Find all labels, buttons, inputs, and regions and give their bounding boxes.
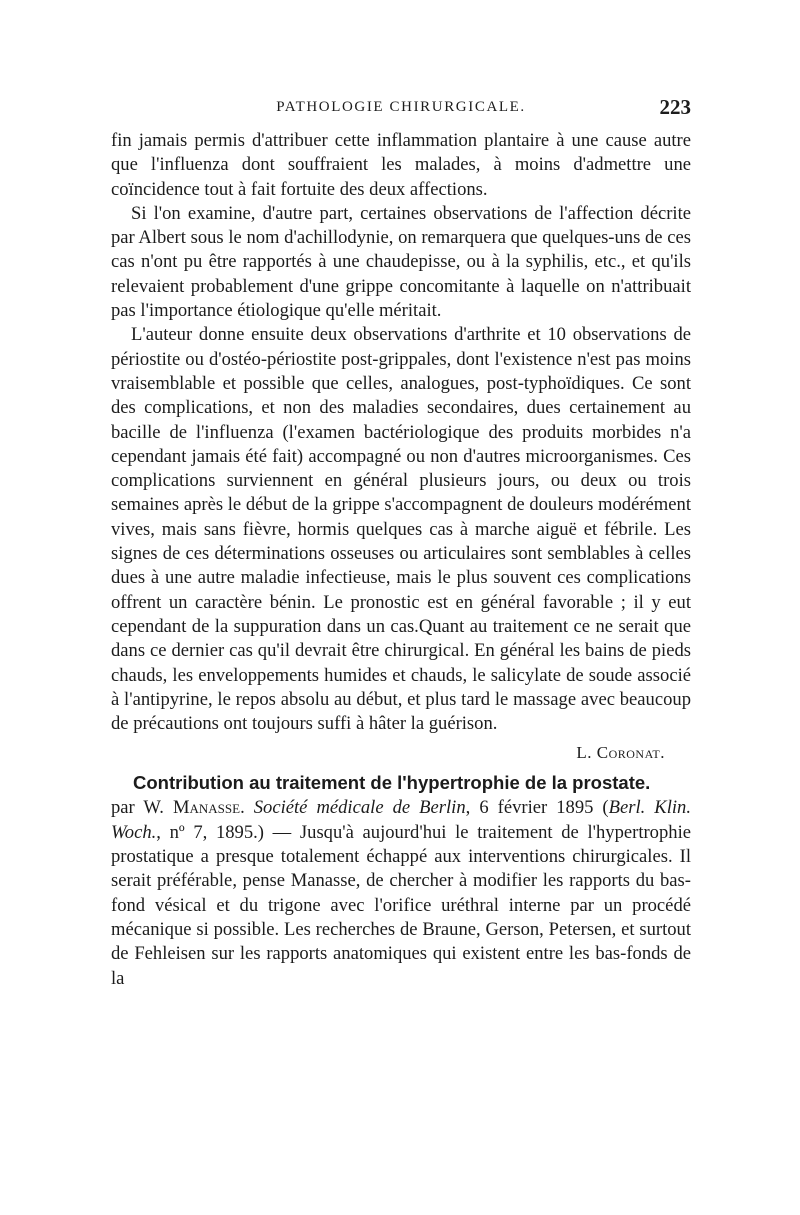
paragraph-1: fin jamais permis d'attribuer cette inflammation plantaire à une cause autre que l'influenza dont souffraient les malades, à moins d'admettre une coïncidence tout à fait fortuite des deux affections. — [111, 130, 691, 200]
paragraph-3: L'auteur donne ensuite deux observations d'arthrite et 10 observations de périostite ou d'ostéo-périostite post-grippales, dont l'existence n'est pas moins vraisemblable et possible que celles, analogues, post-typhoïdiques. Ce sont des complications, et non des maladies secondaires, dues certainement au bacille de l'influenza (l'examen bactériologique des produits morbides n'a cependant jamais été fait) accompagné ou non d'autres microorganismes. Ces complications surviennent en général plusieurs jours, ou deux ou trois semaines après le début de la grippe s'accompagnent de douleurs modérément vives, mais sans fièvre, hormis quelques cas à marche aiguë et fébrile. Les signes de ces déterminations osseuses ou articulaires sont semblables à celles dues à une autre maladie infectieuse, mais le plus souvent ces complications offrent un caractère bénin. Le pronostic est en général favorable ; il y eut cependant de la suppuration dans un cas.Quant au traitement ce ne serait que dans ce dernier cas qu'il devrait être chirurgical. En général les bains de pieds chauds, les enveloppements humides et chauds, le salicylate de soude associé à l'antipyrine, le repos absolu au début, et plus tard le massage avec beaucoup de précautions ont toujours suffi à hâter la guérison. — [111, 324, 691, 735]
paragraph-2: Si l'on examine, d'autre part, certaines observations de l'affection décrite par Albert sous le nom d'achillodynie, on remarquera que quelques-uns de ces cas n'ont pu être rapportés à une chaudepisse, ou à la syphilis, etc., et qu'ils relevaient probablement d'une grippe concomitante à laquelle on n'attribuait pas l'importance étiologique qu'elle méritait. — [111, 202, 691, 322]
article-body-text: Jusqu'à aujourd'hui le traitement de l'hypertrophie prostatique a presque totalement échappé aux interventions chirurgicales. Il serait préférable, pense Manasse, de chercher à modifier les rapports du bas-fond vésical et du trigone avec l'orifice uréthral interne par un procédé mécanique si possible. Les recherches de Braune, Gerson, Petersen, et surtout de Fehleisen sur les rapports anatomiques qui existent entre les bas-fonds de la — [111, 821, 691, 989]
citation-separator: . — [240, 797, 254, 819]
article-body — [111, 796, 691, 990]
article-title: Contribution au traitement de l'hypertrophie de la prostate. — [133, 772, 651, 794]
running-head — [111, 95, 691, 125]
citation-date: , 6 février 1895 ( — [465, 797, 609, 819]
citation-prefix: par W. — [111, 797, 173, 819]
citation-society: Société médicale de Berlin — [253, 797, 466, 819]
signature: L. Coronat. — [576, 743, 665, 763]
citation-reference: , nº 7, 1895.) — — [156, 821, 300, 843]
page-number: 223 — [659, 95, 691, 119]
running-title: PATHOLOGIE CHIRURGICALE. — [276, 99, 526, 115]
page — [111, 95, 691, 991]
citation-author: Manasse — [172, 797, 241, 819]
citation-journal: Berl. Klin. Woch. — [111, 797, 691, 843]
